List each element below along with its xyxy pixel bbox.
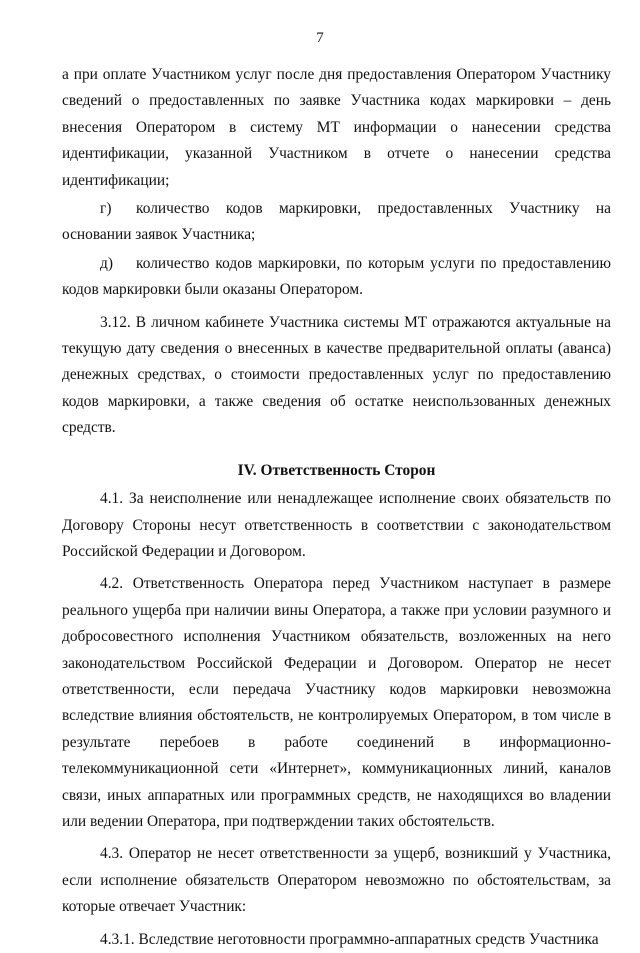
paragraph-4-1: 4.1. За неисполнение или ненадлежащее исполнение своих обязательств по Договору Стороны несут ответственность в соответствии с законодательством Российской Федерации и Договором. — [62, 490, 611, 560]
list-item-d — [62, 251, 611, 304]
paragraph-continuation: а при оплате Участником услуг после дня предоставления Оператором Участнику сведений о предоставленных по заявке Участника кодах маркировки – день внесения Оператором в систему МТ информации о нанесении средства идентификации, указанной Участником в отчете о нанесении средства идентификации; — [62, 66, 611, 189]
list-marker-d: д) — [100, 254, 113, 272]
list-text-d: количество кодов маркировки, по которым услуги по предоставлению кодов маркировки были оказаны Оператором. — [62, 254, 611, 299]
document-body — [62, 62, 611, 953]
page-number: 7 — [316, 30, 324, 46]
list-item-g — [62, 196, 611, 249]
section-title-iv: IV. Ответственность Сторон — [237, 461, 436, 479]
paragraph-4-2: 4.2. Ответственность Оператора перед Участником наступает в размере реального ущерба при наличии вины Оператора, а также при условии разумного и добросовестного исполнения Участником обязательств, возложенных на него законодательством Российской Федерации и Договором. Оператор не несет ответственности, если передача Участнику кодов маркировки невозможна вследствие влияния обстоятельств, не контролируемых Оператором, в том числе в результате перебоев в работе соединений в информационно-телекоммуникационной сети «Интернет», коммуникационных линий, каналов связи, иных аппаратных или программных средств, не находящихся во владении или ведении Оператора, при подтверждении таких обстоятельств. — [62, 575, 611, 830]
paragraph-3-12: 3.12. В личном кабинете Участника системы МТ отражаются актуальные на текущую дату сведения о внесенных в качестве предварительной оплаты (аванса) денежных средствах, о стоимости предоставленных услуг по предоставлению кодов маркировки, а также сведения об остатке неиспользованных денежных средств. — [62, 313, 611, 437]
paragraph-4-3: 4.3. Оператор не несет ответственности за ущерб, возникший у Участника, если исполнение обязательств Оператором невозможно по обстоятельствам, за которые отвечает Участник: — [62, 845, 611, 916]
list-marker-g: г) — [100, 200, 112, 218]
paragraph-4-3-1: 4.3.1. Вследствие неготовности программно-аппаратных средств Участника — [100, 930, 599, 948]
list-text-g: количество кодов маркировки, предоставленных Участнику на основании заявок Участника; — [62, 200, 611, 244]
